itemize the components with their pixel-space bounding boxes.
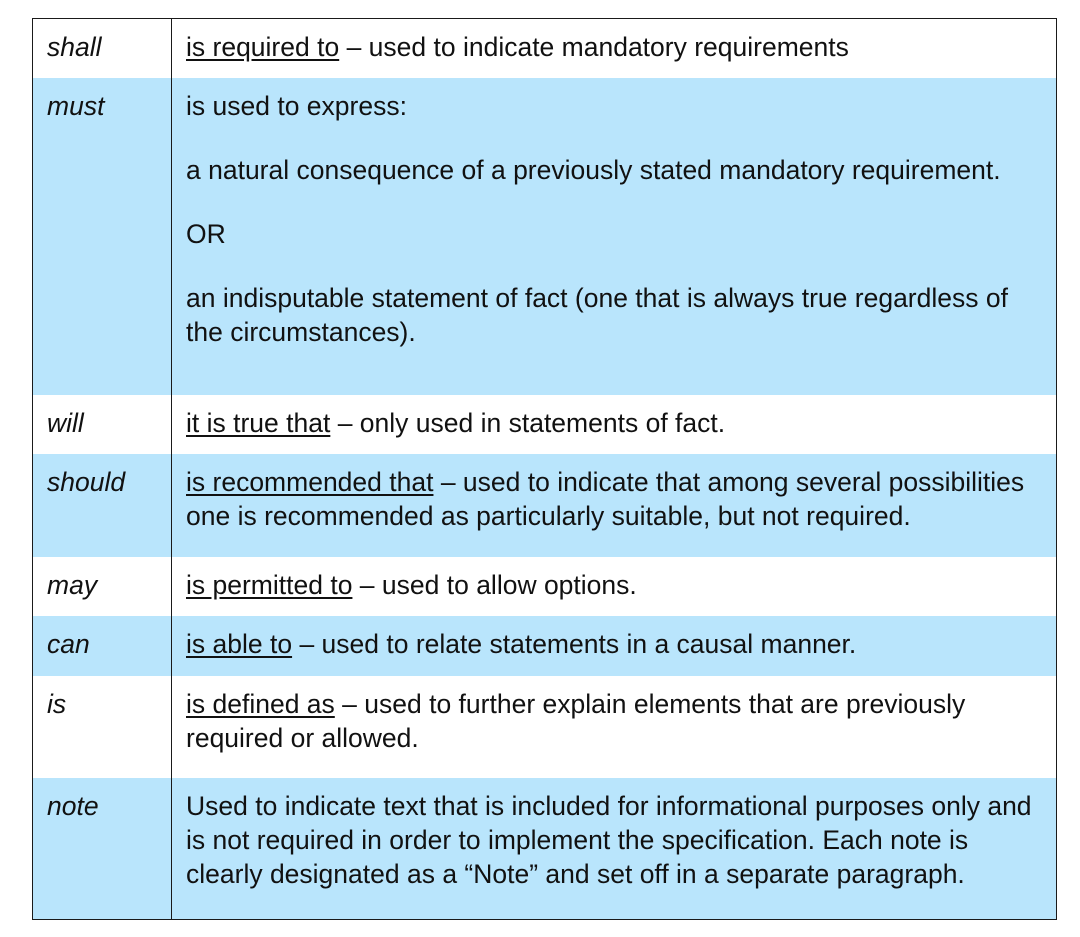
table-row-may (33, 557, 1057, 616)
defined-phrase: is able to (186, 629, 293, 660)
term-cell: is (33, 676, 172, 779)
term-cell: note (33, 778, 172, 919)
term-cell: will (33, 395, 172, 454)
definition-paragraph: OR (186, 219, 226, 250)
definition-text: – only used in statements of fact. (330, 408, 726, 439)
definition-cell (172, 19, 1057, 79)
table-row-shall (33, 19, 1057, 79)
definition-paragraph: a natural consequence of a previously stated mandatory requirement. (186, 155, 1001, 186)
definition-paragraph: an indisputable statement of fact (one that is always true regardless of the circumstances). (186, 283, 1008, 348)
definition-text: – used to relate statements in a causal manner. (292, 629, 857, 660)
defined-phrase: is required to (186, 32, 340, 62)
table-row-note (33, 778, 1057, 919)
definition-cell (172, 557, 1057, 616)
definition-cell (172, 616, 1057, 675)
defined-phrase: is permitted to (186, 570, 353, 601)
defined-phrase: is recommended that (186, 467, 434, 498)
definition-cell: Used to indicate text that is included for informational purposes only and is not required in order to implement the specification. Each note is clearly designated as a “Note” and set off in a separate paragraph. (172, 778, 1057, 919)
definition-text: – used to indicate mandatory requirements (339, 32, 849, 62)
definition-cell (172, 78, 1057, 395)
definition-text: – used to indicate that among several possibilities one is recommended as particularly suitable, but not required. (186, 467, 1025, 532)
definition-cell (172, 395, 1057, 454)
defined-phrase: is defined as (186, 688, 335, 719)
table-row-can (33, 616, 1057, 675)
defined-phrase: it is true that (186, 408, 331, 439)
definition-cell (172, 676, 1057, 779)
term-cell: shall (33, 19, 172, 79)
definitions-table (32, 18, 1057, 920)
table-row-will (33, 395, 1057, 454)
term-cell: can (33, 616, 172, 675)
table-row-is (33, 676, 1057, 779)
definition-paragraph: is used to express: (186, 91, 407, 122)
definition-text: – used to further explain elements that are previously required or allowed. (186, 688, 966, 753)
term-cell: should (33, 454, 172, 557)
table-row-must (33, 78, 1057, 395)
definition-text: – used to allow options. (352, 570, 637, 601)
term-cell: must (33, 78, 172, 395)
definition-cell (172, 454, 1057, 557)
table-row-should (33, 454, 1057, 557)
term-cell: may (33, 557, 172, 616)
